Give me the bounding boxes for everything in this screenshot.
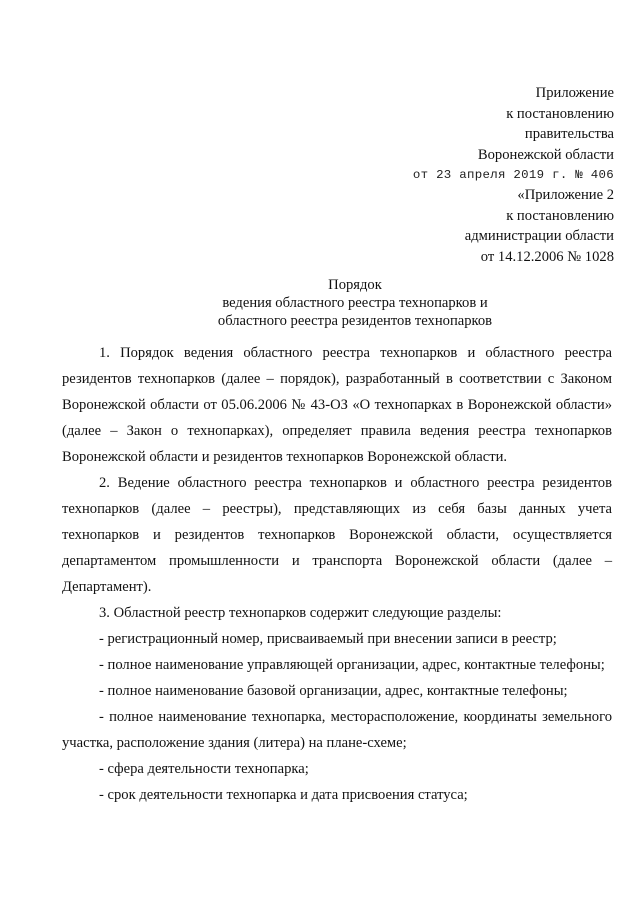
- list-item: - полное наименование базовой организации, адрес, контактные телефоны;: [99, 683, 568, 699]
- appendix-header: [413, 83, 614, 186]
- appendix-header-line: к постановлению: [506, 105, 614, 122]
- appendix-header-line: правительства: [524, 126, 614, 143]
- paragraph-1: 1. Порядок ведения областного реестра технопарков и областного реестра резидентов технопарков (далее – порядок), разработанный в соответствии с Законом Воронежской области от 05.06.2006 № 43-ОЗ «О технопарках в Воронежской области» (далее – Закон о технопарках), определяет правила ведения реестра технопарков Воронежской области и резидентов технопарков Воронежской области.: [62, 345, 612, 465]
- paragraph-3: 3. Областной реестр технопарков содержит следующие разделы:: [99, 605, 502, 621]
- title-line: ведения областного реестра технопарков и: [222, 295, 488, 312]
- prior-appendix-line: к постановлению: [506, 207, 614, 224]
- prior-appendix-line: «Приложение 2: [517, 187, 614, 203]
- appendix-header-line: Приложение: [535, 85, 614, 101]
- prior-appendix-line: администрации области: [464, 228, 614, 245]
- list-item: - регистрационный номер, присваиваемый при внесении записи в реестр;: [99, 631, 557, 647]
- title-line: Порядок: [328, 277, 382, 293]
- appendix-header-line: Воронежской области: [477, 146, 614, 163]
- list-item: - полное наименование управляющей организации, адрес, контактные телефоны;: [99, 657, 605, 673]
- document-title: [0, 276, 640, 331]
- list-item: - сфера деятельности технопарка;: [99, 761, 309, 777]
- prior-appendix-header: [465, 185, 614, 267]
- prior-appendix-line: от 14.12.2006 № 1028: [480, 248, 614, 265]
- paragraph-2: 2. Ведение областного реестра технопарков и областного реестра резидентов технопарков (далее – реестры), представляющих из себя базы данных учета технопарков и резидентов технопарков Воронежской области, осуществляется департаментом промышленности и транспорта Воронежской области (далее – Департамент).: [62, 475, 612, 595]
- title-line: областного реестра резидентов технопарков: [217, 313, 493, 330]
- resolution-date-stamp: от 23 апреля 2019 г. № 406: [412, 168, 614, 183]
- document-body: [62, 340, 612, 808]
- list-item: - срок деятельности технопарка и дата присвоения статуса;: [99, 787, 468, 803]
- list-item: - полное наименование технопарка, месторасположение, координаты земельного участка, расположение здания (литера) на плане-схеме;: [62, 709, 612, 751]
